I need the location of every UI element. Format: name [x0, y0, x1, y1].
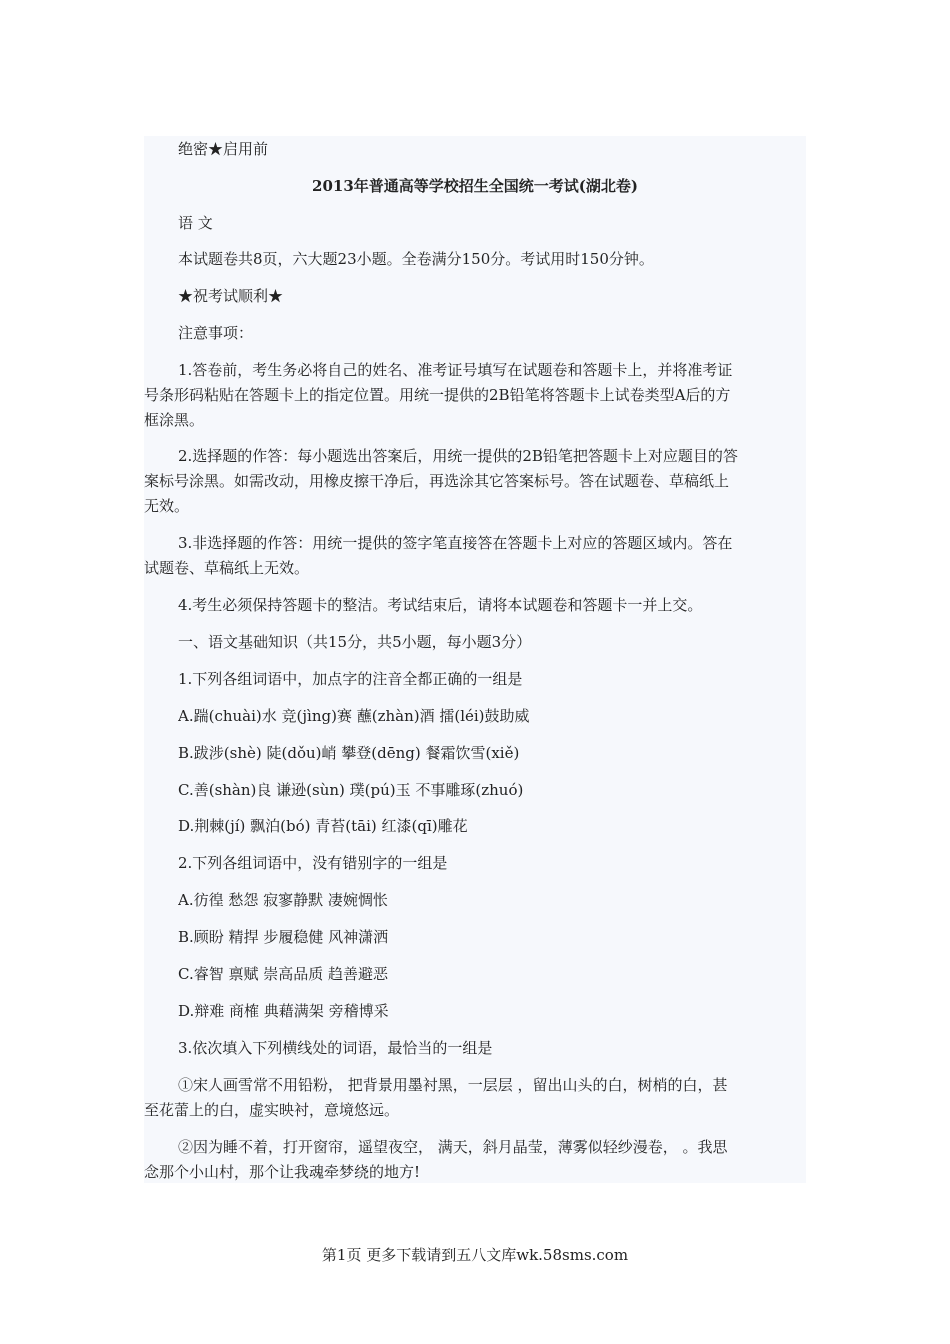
note-2-line-2: 案标号涂黑。如需改动，用橡皮擦干净后，再选涂其它答案标号。答在试题卷、草稿纸上: [144, 472, 730, 490]
note-1-line-1: 1.答卷前，考生务必将自己的姓名、准考证号填写在试题卷和答题卡上，并将准考证: [178, 361, 733, 379]
note-2-line-3: 无效。: [144, 497, 190, 515]
question-2-option-d: D.辩难 商榷 典藉满架 旁稽博采: [178, 1002, 389, 1020]
exam-summary: 本试题卷共8页，六大题23小题。全卷满分150分。考试用时150分钟。: [178, 250, 654, 268]
note-1-line-3: 框涂黑。: [144, 411, 205, 429]
note-2-line-1: 2.选择题的作答：每小题选出答案后，用统一提供的2B铅笔把答题卡上对应题目的答: [178, 447, 738, 465]
question-1-option-c: C.善(shàn)良 谦逊(sùn) 璞(pú)玉 不事雕琢(zhuó): [178, 781, 524, 799]
note-3-line-1: 3.非选择题的作答：用统一提供的签字笔直接答在答题卡上对应的答题区域内。答在: [178, 534, 733, 552]
question-2-stem: 2.下列各组词语中，没有错别字的一组是: [178, 854, 448, 872]
question-1-option-b: B.跋涉(shè) 陡(dǒu)峭 攀登(dēng) 餐霜饮雪(xiě): [178, 744, 520, 762]
section-heading: 一、语文基础知识（共15分，共5小题，每小题3分）: [178, 633, 532, 651]
secret-label: 绝密★启用前: [178, 140, 269, 158]
question-1-option-d: D.荆棘(jí) 飘泊(bó) 青苔(tāi) 红漆(qī)雕花: [178, 817, 468, 835]
note-4: 4.考生必须保持答题卡的整洁。考试结束后，请将本试题卷和答题卡一并上交。: [178, 596, 703, 614]
question-3-passage-1-line-2: 至花蕾上的白，虚实映衬，意境悠远。: [144, 1101, 400, 1119]
question-2-option-a: A.彷徨 愁怨 寂寥静默 凄婉惆怅: [178, 891, 388, 909]
subject-label: 语 文: [178, 214, 213, 232]
question-3-stem: 3.依次填入下列横线处的词语，最恰当的一组是: [178, 1039, 493, 1057]
question-3-passage-1-line-1: ①宋人画雪常不用铅粉， 把背景用墨衬黑，一层层 ，留出山头的白，树梢的白，甚: [178, 1076, 728, 1094]
note-3-line-2: 试题卷、草稿纸上无效。: [144, 559, 310, 577]
notice-title: 注意事项：: [178, 324, 254, 342]
question-1-stem: 1.下列各组词语中，加点字的注音全都正确的一组是: [178, 670, 523, 688]
question-2-option-b: B.顾盼 精捍 步履稳健 风神潇洒: [178, 928, 389, 946]
question-1-option-a: A.踹(chuài)水 竞(jìng)赛 蘸(zhàn)酒 擂(léi)鼓助威: [178, 707, 530, 725]
question-3-passage-2-line-1: ②因为睡不着，打开窗帘，遥望夜空， 满天，斜月晶莹，薄雾似轻纱漫卷， 。我思: [178, 1138, 728, 1156]
wish-line: ★祝考试顺利★: [178, 287, 284, 305]
exam-title: 2013年普通高等学校招生全国统一考试(湖北卷): [312, 177, 638, 195]
question-3-passage-2-line-2: 念那个小山村，那个让我魂牵梦绕的地方!: [144, 1163, 421, 1181]
page-footer: 第1页 更多下载请到五八文库wk.58sms.com: [321, 1246, 629, 1264]
question-2-option-c: C.睿智 禀赋 崇高品质 趋善避恶: [178, 965, 389, 983]
note-1-line-2: 号条形码粘贴在答题卡上的指定位置。用统一提供的2B铅笔将答题卡上试卷类型A后的方: [144, 386, 731, 404]
